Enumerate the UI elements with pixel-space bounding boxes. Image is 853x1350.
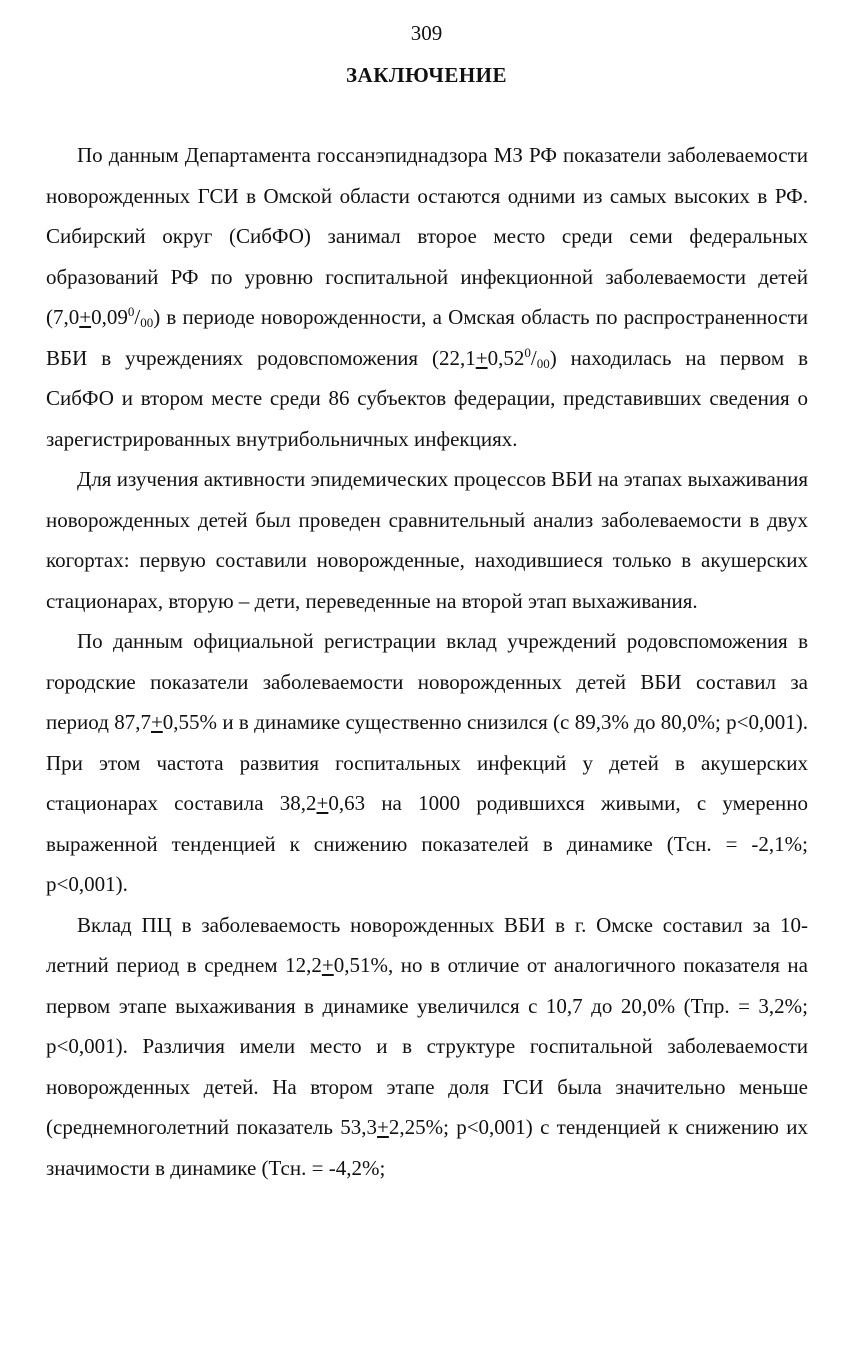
permille-subscript: 00: [536, 355, 550, 371]
plus-minus-sign: +: [150, 710, 163, 734]
paragraph-4-text-b: 0,51%, но в отличие от аналогичного показателя на первом этапе выхаживания в динамике увеличился с 10,7 до 20,0% (Тпр. = 3,2%; p<0,001). Различия имели место и в структуре госпитальной заболеваемости новорожденных детей. На втором этапе доля ГСИ была значительно меньше (среднемноголетний показатель 53,3: [46, 953, 808, 1139]
paragraph-3-text-c: 0,63 на 1000 родившихся живыми, с умеренно выраженной тенденцией к снижению показателей в динамике (Тсн. = -2,1%; p<0,001).: [46, 791, 808, 896]
body-text: [46, 135, 808, 1188]
paragraph-1-text-d: 0,52: [487, 345, 525, 370]
paragraph-4-text-a: Вклад ПЦ в заболеваемость новорожденных ВБИ в г. Омске составил за 10-летний период в среднем 12,2: [46, 912, 808, 977]
paragraph-3-text-a: По данным официальной регистрации вклад учреждений родовспоможения в городские показатели заболеваемости новорожденных детей ВБИ составил за период 87,7: [46, 629, 808, 734]
paragraph-2: Для изучения активности эпидемических процессов ВБИ на этапах выхаживания новорожденных детей был проведен сравнительный анализ заболеваемости в двух когортах: первую составили новорожденные, находившиеся только в акушерских стационарах, вторую – дети, переведенные на второй этап выхаживания.: [46, 467, 808, 613]
permille-slash: /: [134, 305, 141, 329]
plus-minus-sign: +: [321, 953, 334, 977]
plus-minus-sign: +: [79, 305, 92, 329]
page-number: 309: [410, 21, 443, 45]
paragraph-1-text-a: По данным Департамента госсанэпиднадзора МЗ РФ показатели заболеваемости новорожденных ГСИ в Омской области остаются одними из самых высоких в РФ. Сибирский округ (СибФО) занимал второе место среди семи федеральных образований РФ по уровню госпитальной инфекционной заболеваемости детей (7,0: [46, 143, 808, 329]
paragraph-1-text-b: 0,09: [91, 305, 128, 329]
paragraph-3: [46, 621, 808, 905]
section-heading: ЗАКЛЮЧЕНИЕ: [345, 63, 508, 87]
plus-minus-sign: +: [475, 345, 488, 370]
paragraph-1-text-e: ) находилась на первом в СибФО и втором месте среди 86 субъектов федерации, представивших сведения о зарегистрированных внутрибольничных инфекциях.: [46, 345, 808, 451]
paragraph-4-text-c: 2,25%; p<0,001) с тенденцией к снижению их значимости в динамике (Тсн. = -4,2%;: [46, 1115, 808, 1180]
permille-superscript: 0: [127, 304, 135, 319]
permille-slash: /: [530, 345, 537, 370]
plus-minus-sign: +: [316, 791, 329, 815]
paragraph-3-text-b: 0,55% и в динамике существенно снизился (с 89,3% до 80,0%; p<0,001). При этом частота развития госпитальных инфекций у детей в акушерских стационарах составила 38,2: [46, 710, 808, 815]
plus-minus-sign: +: [377, 1115, 389, 1139]
paragraph-1: [46, 135, 808, 459]
paragraph-1-text-c: ) в периоде новорожденности, а Омская область по распространенности ВБИ в учреждениях родовспоможения (22,1: [46, 305, 808, 370]
permille-superscript: 0: [524, 344, 531, 360]
paragraph-4: [46, 905, 808, 1189]
permille-subscript: 00: [140, 315, 154, 330]
